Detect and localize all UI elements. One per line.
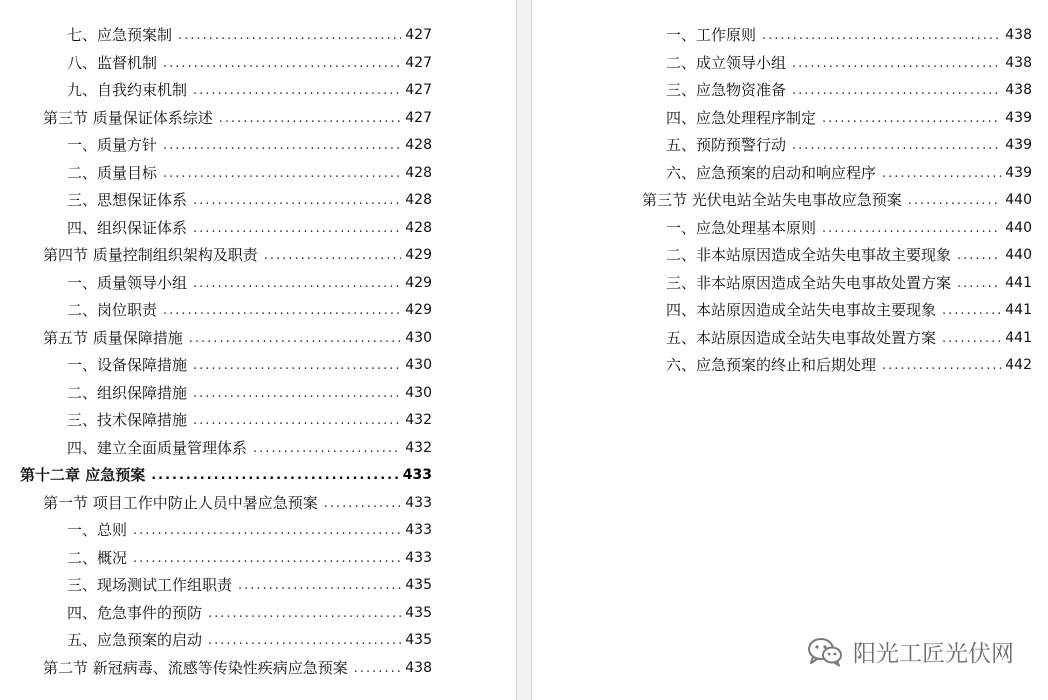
toc-dot-leader xyxy=(193,352,401,380)
toc-entry-title: 五、预防预警行动 xyxy=(666,136,787,154)
toc-entry-item[interactable] xyxy=(0,407,432,435)
toc-entry-section[interactable] xyxy=(0,490,432,518)
toc-entry-item[interactable] xyxy=(0,380,432,408)
toc-entry-page-number: 442 xyxy=(1005,357,1032,373)
toc-entry-item[interactable] xyxy=(0,352,432,380)
toc-entry-item[interactable] xyxy=(0,50,432,78)
toc-entry-page-number: 428 xyxy=(405,192,432,208)
toc-entry-page-number: 432 xyxy=(405,439,432,456)
toc-dot-leader xyxy=(957,242,1001,270)
toc-entry-title: 第十二章 应急预案 xyxy=(20,466,146,484)
toc-entry-page-number: 440 xyxy=(1005,192,1032,208)
toc-dot-leader xyxy=(208,600,401,628)
toc-entry-item[interactable] xyxy=(0,627,432,655)
toc-entry-item[interactable] xyxy=(0,187,432,215)
toc-dot-leader xyxy=(219,105,401,133)
wechat-icon xyxy=(807,637,843,667)
toc-entry-page-number: 439 xyxy=(1005,109,1032,126)
toc-entry-title: 第三节 光伏电站全站失电事故应急预案 xyxy=(642,191,902,209)
toc-entry-item[interactable] xyxy=(0,132,432,160)
toc-entry-item[interactable] xyxy=(0,160,432,188)
toc-entry-page-number: 427 xyxy=(405,82,432,98)
toc-entry-title: 二、质量目标 xyxy=(67,163,158,182)
toc-dot-leader xyxy=(264,242,401,270)
toc-entry-page-number: 438 xyxy=(1005,82,1032,98)
toc-entry-item[interactable] xyxy=(0,435,432,463)
toc-entry-page-number: 438 xyxy=(1005,54,1032,71)
toc-dot-leader xyxy=(762,22,1001,50)
toc-entry-page-number: 438 xyxy=(405,659,432,676)
toc-entry-title: 三、应急物资准备 xyxy=(666,81,787,99)
toc-dot-leader xyxy=(208,627,401,655)
toc-page-right xyxy=(532,0,1048,700)
toc-entry-page-number: 429 xyxy=(405,302,432,318)
toc-dot-leader xyxy=(324,490,401,518)
toc-entry-page-number: 433 xyxy=(405,549,432,566)
toc-entry-item[interactable] xyxy=(0,22,432,50)
toc-dot-leader xyxy=(908,187,1001,215)
toc-entry-item[interactable] xyxy=(0,297,432,325)
toc-entry-page-number: 438 xyxy=(1005,27,1032,43)
toc-dot-leader xyxy=(193,407,401,435)
toc-entry-item[interactable] xyxy=(0,545,432,573)
toc-dot-leader xyxy=(151,462,399,490)
toc-entry-title: 第一节 项目工作中防止人员中暑应急预案 xyxy=(43,493,318,512)
toc-dot-leader xyxy=(882,160,1001,188)
toc-entry-section[interactable] xyxy=(0,105,432,133)
toc-entry-title: 四、建立全面质量管理体系 xyxy=(67,438,248,457)
toc-dot-leader xyxy=(163,160,401,188)
toc-entry-title: 一、质量方针 xyxy=(67,136,158,154)
toc-entry-page-number: 441 xyxy=(1005,329,1032,346)
toc-entry-page-number: 439 xyxy=(1005,137,1032,153)
toc-entry-title: 三、现场测试工作组职责 xyxy=(67,576,233,594)
toc-entry-title: 六、应急预案的终止和后期处理 xyxy=(666,356,877,374)
toc-entry-item[interactable] xyxy=(532,297,1032,325)
toc-dot-leader xyxy=(163,297,401,325)
toc-entry-title: 三、思想保证体系 xyxy=(67,191,188,209)
toc-entry-title: 五、应急预案的启动 xyxy=(67,631,203,649)
toc-entry-title: 第三节 质量保证体系综述 xyxy=(43,108,213,127)
toc-dot-leader xyxy=(957,270,1001,298)
toc-entry-page-number: 433 xyxy=(402,467,432,483)
toc-entry-title: 第四节 质量控制组织架构及职责 xyxy=(43,246,258,264)
toc-entry-item[interactable] xyxy=(0,215,432,243)
toc-entry-page-number: 430 xyxy=(405,357,432,373)
toc-dot-leader xyxy=(792,132,1001,160)
toc-entry-title: 四、本站原因造成全站失电事故主要现象 xyxy=(666,301,937,319)
toc-entry-title: 一、工作原则 xyxy=(666,26,757,44)
toc-entry-page-number: 428 xyxy=(405,164,432,181)
toc-entry-title: 二、非本站原因造成全站失电事故主要现象 xyxy=(666,246,952,264)
toc-entry-page-number: 441 xyxy=(1005,302,1032,318)
toc-dot-leader xyxy=(942,325,1001,353)
toc-entry-title: 六、应急预案的启动和响应程序 xyxy=(666,163,877,182)
toc-entry-page-number: 430 xyxy=(405,329,432,346)
toc-dot-leader xyxy=(792,77,1001,105)
toc-entry-page-number: 440 xyxy=(1005,247,1032,263)
toc-entry-title: 二、组织保障措施 xyxy=(67,383,188,402)
toc-dot-leader xyxy=(354,655,401,683)
toc-entry-page-number: 441 xyxy=(1005,274,1032,291)
toc-entry-title: 八、监督机制 xyxy=(67,53,158,72)
toc-entry-title: 九、自我约束机制 xyxy=(67,81,188,99)
toc-entry-page-number: 433 xyxy=(405,522,432,538)
toc-entry-chapter[interactable] xyxy=(0,462,432,490)
toc-entry-page-number: 432 xyxy=(405,412,432,428)
toc-entry-item[interactable] xyxy=(532,242,1032,270)
toc-entry-page-number: 430 xyxy=(405,384,432,401)
toc-entry-title: 七、应急预案制 xyxy=(67,26,173,44)
toc-entry-page-number: 427 xyxy=(405,54,432,71)
toc-entry-page-number: 435 xyxy=(405,604,432,621)
toc-entry-item[interactable] xyxy=(532,270,1032,298)
page-gutter xyxy=(516,0,532,700)
toc-entry-page-number: 439 xyxy=(1005,164,1032,181)
toc-dot-leader xyxy=(189,325,401,353)
toc-entry-page-number: 428 xyxy=(405,219,432,236)
toc-entry-title: 四、危急事件的预防 xyxy=(67,603,203,622)
toc-entry-title: 一、质量领导小组 xyxy=(67,273,188,292)
toc-dot-leader xyxy=(822,105,1001,133)
toc-entry-item[interactable] xyxy=(0,270,432,298)
toc-entry-item[interactable] xyxy=(532,352,1032,380)
toc-entry-title: 五、本站原因造成全站失电事故处置方案 xyxy=(666,328,937,347)
toc-entry-title: 二、成立领导小组 xyxy=(666,53,787,72)
toc-entry-title: 三、技术保障措施 xyxy=(67,411,188,429)
toc-dot-leader xyxy=(193,270,401,298)
toc-entry-item[interactable] xyxy=(532,215,1032,243)
toc-entry-page-number: 429 xyxy=(405,247,432,263)
toc-entry-item[interactable] xyxy=(532,325,1032,353)
toc-entry-section[interactable] xyxy=(532,187,1032,215)
toc-entry-page-number: 429 xyxy=(405,274,432,291)
toc-entry-page-number: 427 xyxy=(405,27,432,43)
toc-entry-page-number: 435 xyxy=(405,577,432,593)
toc-page-left xyxy=(0,0,516,700)
toc-entry-item[interactable] xyxy=(0,517,432,545)
toc-entry-item[interactable] xyxy=(532,132,1032,160)
toc-entry-item[interactable] xyxy=(532,160,1032,188)
toc-dot-leader xyxy=(193,215,401,243)
toc-dot-leader xyxy=(942,297,1001,325)
toc-entry-page-number: 427 xyxy=(405,109,432,126)
toc-entry-title: 第五节 质量保障措施 xyxy=(43,328,183,347)
toc-entry-section[interactable] xyxy=(0,325,432,353)
toc-entry-page-number: 440 xyxy=(1005,219,1032,236)
toc-entry-item[interactable] xyxy=(532,105,1032,133)
toc-dot-leader xyxy=(238,572,401,600)
toc-dot-leader xyxy=(193,187,401,215)
toc-entry-section[interactable] xyxy=(0,242,432,270)
toc-entry-item[interactable] xyxy=(532,77,1032,105)
toc-entry-section[interactable] xyxy=(0,655,432,683)
toc-entry-title: 四、应急处理程序制定 xyxy=(666,108,817,127)
toc-entry-title: 一、设备保障措施 xyxy=(67,356,188,374)
toc-entry-item[interactable] xyxy=(0,572,432,600)
toc-entry-title: 一、应急处理基本原则 xyxy=(666,218,817,237)
toc-entry-item[interactable] xyxy=(0,77,432,105)
toc-entry-item[interactable] xyxy=(532,22,1032,50)
toc-entry-title: 第二节 新冠病毒、流感等传染性疾病应急预案 xyxy=(43,658,348,677)
toc-dot-leader xyxy=(163,132,401,160)
toc-dot-leader xyxy=(882,352,1001,380)
toc-entry-title: 二、岗位职责 xyxy=(67,301,158,319)
toc-entry-page-number: 428 xyxy=(405,137,432,153)
toc-list-left xyxy=(0,22,432,682)
toc-dot-leader xyxy=(822,215,1001,243)
toc-dot-leader xyxy=(792,50,1001,78)
toc-entry-title: 二、概况 xyxy=(67,548,128,567)
toc-entry-page-number: 433 xyxy=(405,494,432,511)
toc-entry-title: 四、组织保证体系 xyxy=(67,218,188,237)
toc-dot-leader xyxy=(133,517,401,545)
toc-dot-leader xyxy=(193,77,401,105)
toc-entry-title: 三、非本站原因造成全站失电事故处置方案 xyxy=(666,273,952,292)
toc-list-right xyxy=(532,22,1032,380)
toc-dot-leader xyxy=(163,50,401,78)
toc-entry-item[interactable] xyxy=(532,50,1032,78)
toc-dot-leader xyxy=(133,545,401,573)
toc-entry-item[interactable] xyxy=(0,600,432,628)
watermark xyxy=(807,635,1014,668)
watermark-text: 阳光工匠光伏网 xyxy=(853,641,1014,667)
toc-dot-leader xyxy=(193,380,401,408)
toc-dot-leader xyxy=(178,22,401,50)
toc-entry-page-number: 435 xyxy=(405,632,432,648)
toc-entry-title: 一、总则 xyxy=(67,521,128,539)
toc-dot-leader xyxy=(253,435,401,463)
